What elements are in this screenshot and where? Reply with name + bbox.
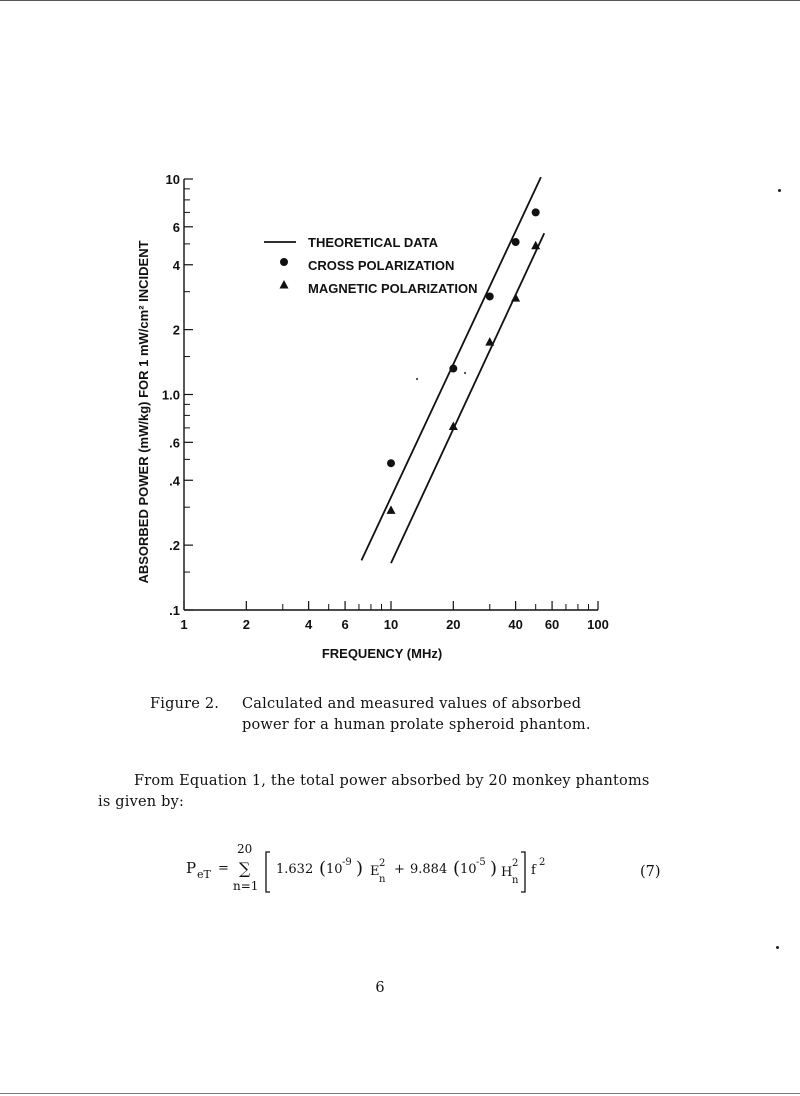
x-tick-label: 60 bbox=[544, 617, 560, 632]
eq-coef1: 1.632 bbox=[276, 862, 314, 877]
eq-sum-sign: ∑ bbox=[239, 859, 251, 878]
x-tick-label: 10 bbox=[383, 617, 399, 632]
paragraph-line-2: is given by: bbox=[98, 794, 185, 810]
eq-var1-sub: n bbox=[379, 874, 386, 885]
y-tick-label: .6 bbox=[169, 435, 180, 451]
figure-label: Figure 2. bbox=[150, 696, 220, 712]
x-tick-label: 1 bbox=[180, 617, 188, 632]
magnetic-polarization-point bbox=[511, 293, 520, 302]
cross-polarization-point bbox=[486, 292, 494, 300]
eq-equals: = bbox=[218, 861, 229, 876]
legend-label: CROSS POLARIZATION bbox=[308, 258, 455, 273]
x-tick-label: 4 bbox=[305, 617, 313, 632]
eq-var1: E bbox=[370, 864, 380, 879]
eq-var3: f bbox=[531, 863, 536, 878]
eq-var3-sup: 2 bbox=[539, 857, 546, 868]
eq-sum-upper: 20 bbox=[237, 842, 253, 856]
scan-speck bbox=[776, 946, 779, 949]
cross-polarization-point bbox=[449, 365, 457, 373]
legend-triangle-swatch bbox=[280, 280, 289, 289]
x-axis-title: FREQUENCY (MHz) bbox=[321, 646, 443, 661]
eq-paren-open-2: ( bbox=[453, 858, 461, 879]
y-tick-label: .1 bbox=[169, 603, 180, 618]
equation-number: (7) bbox=[640, 864, 661, 880]
magnetic-polarization-point bbox=[485, 337, 494, 346]
eq-var1-sup: 2 bbox=[379, 858, 386, 869]
legend-circle-swatch bbox=[280, 258, 288, 266]
caption-line-1: Calculated and measured values of absorbed bbox=[242, 696, 582, 712]
figure-caption bbox=[150, 694, 670, 736]
y-tick-label: 2 bbox=[172, 322, 180, 338]
body-paragraph bbox=[98, 771, 698, 813]
x-tick-label: 100 bbox=[587, 617, 609, 632]
eq-sum-lower: n=1 bbox=[233, 879, 259, 893]
y-tick-label: 1.0 bbox=[161, 387, 180, 403]
x-tick-label: 40 bbox=[508, 617, 523, 632]
scan-speck bbox=[778, 189, 781, 192]
eq-lhs: P bbox=[186, 859, 197, 877]
equation-7 bbox=[180, 838, 600, 902]
page-bottom-edge bbox=[0, 1093, 800, 1094]
y-tick-label: 10 bbox=[165, 172, 180, 187]
x-tick-label: 20 bbox=[446, 617, 461, 632]
y-tick-label: 6 bbox=[172, 219, 180, 235]
eq-exp2: -5 bbox=[476, 857, 486, 868]
cross-polarization-point bbox=[387, 459, 395, 467]
cross-polarization-point bbox=[532, 208, 540, 216]
page-number: 6 bbox=[375, 980, 385, 996]
paragraph-line-1: From Equation 1, the total power absorbed by 20 monkey phantoms bbox=[134, 773, 650, 789]
y-axis-title: ABSORBED POWER (mW/kg) FOR 1 mW/cm² INCIDENT bbox=[136, 240, 151, 584]
scan-speck bbox=[464, 372, 466, 374]
eq-var2: H bbox=[501, 865, 513, 880]
caption-line-2: power for a human prolate spheroid phantom. bbox=[242, 717, 591, 733]
magnetic-polarization-point bbox=[387, 505, 396, 513]
eq-paren-close-2: ) bbox=[490, 858, 498, 879]
eq-var2-sub: n bbox=[512, 875, 519, 886]
x-tick-label: 2 bbox=[242, 617, 250, 632]
y-tick-label: .2 bbox=[169, 538, 180, 554]
cross-polarization-point bbox=[512, 238, 520, 246]
eq-paren-open-1: ( bbox=[319, 858, 327, 879]
eq-plus: + bbox=[394, 862, 405, 877]
eq-exp1-base: 10 bbox=[326, 862, 343, 877]
legend-label: MAGNETIC POLARIZATION bbox=[308, 281, 478, 296]
legend-label: THEORETICAL DATA bbox=[308, 235, 438, 250]
scan-speck bbox=[416, 378, 418, 380]
eq-exp2-base: 10 bbox=[460, 862, 477, 877]
y-tick-label: .4 bbox=[169, 473, 180, 489]
y-tick-label: 4 bbox=[172, 257, 180, 273]
eq-lhs-sub: eT bbox=[197, 868, 211, 881]
chart-legend bbox=[264, 235, 477, 296]
eq-paren-close-1: ) bbox=[356, 858, 364, 879]
eq-coef2: 9.884 bbox=[410, 862, 448, 877]
data-points bbox=[387, 208, 541, 513]
eq-exp1: -9 bbox=[342, 857, 352, 868]
x-tick-label: 6 bbox=[341, 617, 349, 632]
eq-var2-sup: 2 bbox=[512, 858, 519, 869]
